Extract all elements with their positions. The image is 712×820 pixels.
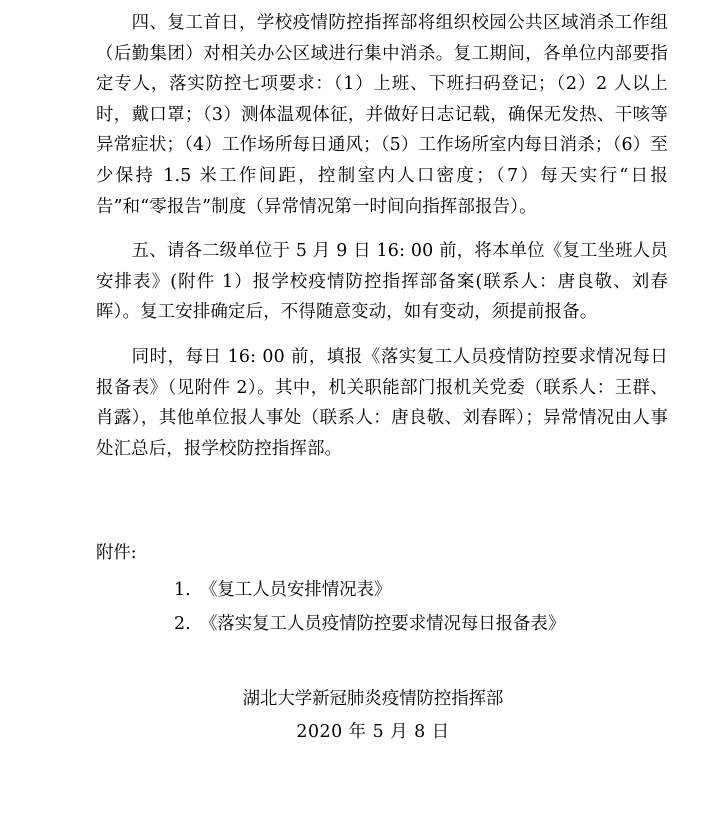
paragraph-four: 四、复工首日，学校疫情防控指挥部将组织校园公共区域消杀工作组（后勤集团）对相关办公区域进行集中消杀。复工期间，各单位内部要指定专人，落实防控七项要求：（1）上班、下班扫码登记；（2）2 人以上时，戴口罩；（3）测体温观体征，并做好日志记载，确保无发热、干咳等异常症状；（4）工作场所每日通风；（5）工作场所室内每日消杀；（6）至少保持 1.5 米工作间距，控制室内人口密度；（7）每天实行“日报告”和“零报告”制度（异常情况第一时间向指挥部报告）。 xyxy=(96,13,668,217)
list-item xyxy=(96,573,668,607)
signature-date: 2020 年 5 月 8 日 xyxy=(296,721,450,742)
attachment-number: 1. xyxy=(174,579,191,600)
list-item xyxy=(96,607,668,641)
paragraph-six: 同时，每日 16: 00 前，填报《落实复工人员疫情防控要求情况每日报备表》（见附件 2）。其中，机关职能部门报机关党委（联系人：王群、肖露），其他单位报人事处（联系人：唐良敬、刘春晖）；异常情况由人事处汇总后，报学校防控指挥部。 xyxy=(96,346,668,459)
paragraph-five: 五、请各二级单位于 5 月 9 日 16: 00 前，将本单位《复工坐班人员安排表》(附件 1）报学校疫情防控指挥部备案(联系人：唐良敬、刘春晖）。复工安排确定后，不得随意变动，如有变动，须提前报备。 xyxy=(96,241,668,323)
attachment-number: 2. xyxy=(174,613,191,634)
attachment-title: 《落实复工人员疫情防控要求情况每日报备表》 xyxy=(200,613,566,634)
attachments-list xyxy=(96,573,668,641)
attachment-title: 《复工人员安排情况表》 xyxy=(200,579,392,600)
signature-organization: 湖北大学新冠肺炎疫情防控指挥部 xyxy=(242,688,504,709)
attachments-heading: 附件: xyxy=(96,543,137,564)
signature-block xyxy=(96,683,668,749)
section-spacer xyxy=(96,464,668,538)
